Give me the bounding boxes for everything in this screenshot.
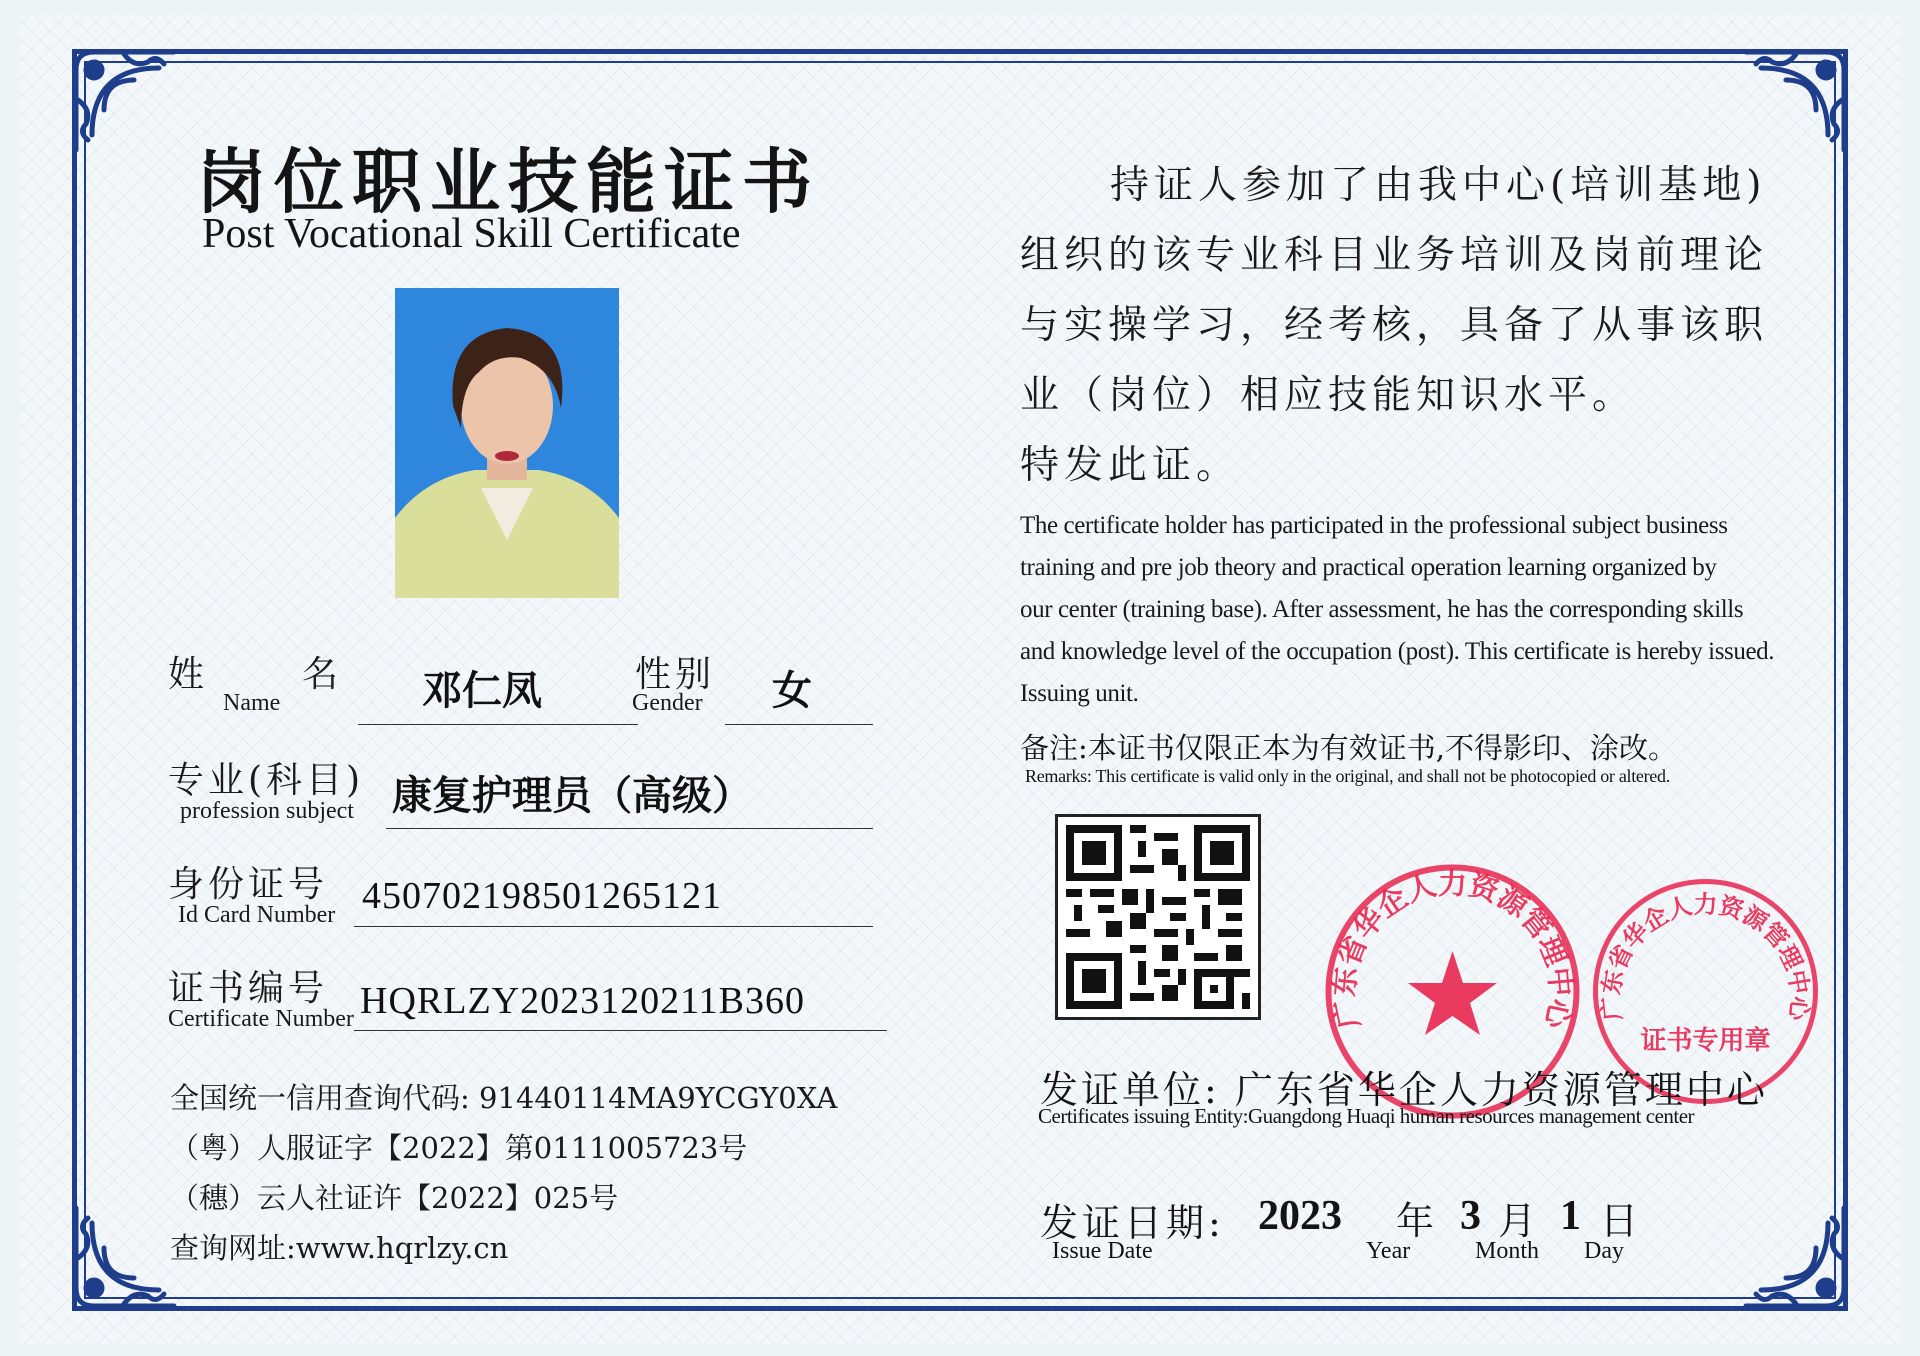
- issue-month: 3: [1460, 1193, 1481, 1239]
- id-card-underline: [354, 926, 873, 927]
- issue-year: 2023: [1258, 1193, 1342, 1239]
- profession-underline: [386, 828, 873, 829]
- issuer-label-zh: 发证单位:: [1040, 1068, 1220, 1112]
- issuer-value-zh: 广东省华企人力资源管理中心: [1234, 1068, 1768, 1112]
- portrait-image: [395, 288, 619, 598]
- credit-code-line: 全国统一信用查询代码: 91440114MA9YCGY0XA: [170, 1081, 838, 1115]
- month-label-zh: 月: [1498, 1199, 1537, 1243]
- gender-label-en: Gender: [632, 690, 703, 716]
- statement-en-line: and knowledge level of the occupation (post). This certificate is hereby issued.: [1020, 638, 1775, 665]
- name-label-zh-1: 姓: [168, 654, 205, 695]
- holder-photo: [395, 288, 619, 598]
- profession-value: 康复护理员（高级）: [392, 772, 752, 819]
- gender-label-zh: 性别: [635, 654, 716, 695]
- qr-code[interactable]: [1055, 814, 1261, 1020]
- month-label-en: Month: [1475, 1238, 1540, 1264]
- statement-en-line: Issuing unit.: [1020, 680, 1139, 707]
- query-website-line: 查询网址:www.hqrlzy.cn: [170, 1231, 509, 1265]
- remarks-en: Remarks: This certificate is valid only in the original, and shall not be photocopied or altered.: [1025, 766, 1670, 786]
- gender-value: 女: [772, 667, 812, 714]
- seal-cert-text: 广东省华企人力资源管理中心: [1596, 890, 1815, 1022]
- license-line-2: （穗）云人社证许【2022】025号: [170, 1181, 619, 1215]
- statement-zh-line: 持证人参加了由我中心(培训基地): [1110, 163, 1767, 208]
- certificate-title-en: Post Vocational Skill Certificate: [202, 211, 741, 257]
- cert-number-label-zh: 证书编号: [168, 968, 329, 1009]
- issuer-en: Certificates issuing Entity:Guangdong Huaqi human resources management center: [1038, 1104, 1695, 1128]
- statement-zh-line: 业（岗位）相应技能知识水平。: [1020, 373, 1637, 418]
- statement-en-line: The certificate holder has participated in the professional subject business: [1020, 512, 1728, 539]
- id-card-label-en: Id Card Number: [178, 902, 336, 928]
- issue-day: 1: [1560, 1193, 1581, 1239]
- issue-date-label-zh: 发证日期:: [1040, 1201, 1225, 1245]
- corner-ornament-icon: [1736, 40, 1856, 160]
- cert-number-label-en: Certificate Number: [168, 1006, 354, 1032]
- name-label-en: Name: [223, 690, 281, 716]
- id-card-value: 450702198501265121: [362, 875, 722, 917]
- day-label-zh: 日: [1600, 1199, 1639, 1243]
- corner-ornament-icon: [1736, 1198, 1856, 1318]
- cert-number-underline: [354, 1030, 887, 1031]
- statement-zh-line: 特发此证。: [1020, 443, 1241, 488]
- day-label-en: Day: [1584, 1238, 1624, 1264]
- name-underline: [358, 724, 638, 725]
- star-icon: [1408, 951, 1497, 1035]
- corner-ornament-icon: [64, 40, 184, 160]
- gender-underline: [725, 724, 873, 725]
- year-label-en: Year: [1366, 1238, 1411, 1264]
- certificate-title-zh: 岗位职业技能证书: [196, 140, 820, 223]
- seal-main-text: 广东省华企人力资源管理中心: [1326, 866, 1579, 1032]
- id-card-label-zh: 身份证号: [168, 864, 329, 905]
- license-line-1: （粤）人服证字【2022】第0111005723号: [170, 1131, 748, 1165]
- cert-number-value: HQRLZY2023120211B360: [360, 980, 806, 1022]
- year-label-zh: 年: [1396, 1199, 1435, 1243]
- statement-zh-line: 与实操学习，经考核，具备了从事该职: [1020, 303, 1769, 348]
- seal-cert-bottom: 证书专用章: [1640, 1026, 1771, 1056]
- certificate-sheet: [20, 14, 1900, 1344]
- profession-label-zh: 专业(科目): [168, 760, 365, 801]
- name-value: 邓仁凤: [422, 667, 542, 714]
- qr-code-icon: [1066, 825, 1250, 1009]
- statement-en-line: our center (training base). After assessment, he has the corresponding skills: [1020, 596, 1744, 623]
- issue-date-label-en: Issue Date: [1052, 1238, 1153, 1264]
- statement-zh-line: 组织的该专业科目业务培训及岗前理论: [1020, 233, 1769, 278]
- remarks-zh: 备注:本证书仅限正本为有效证书,不得影印、涂改。: [1020, 731, 1677, 765]
- statement-en-line: training and pre job theory and practical operation learning organized by: [1020, 554, 1717, 581]
- corner-ornament-icon: [64, 1198, 184, 1318]
- name-label-zh-2: 名: [302, 654, 339, 695]
- profession-label-en: profession subject: [180, 798, 354, 824]
